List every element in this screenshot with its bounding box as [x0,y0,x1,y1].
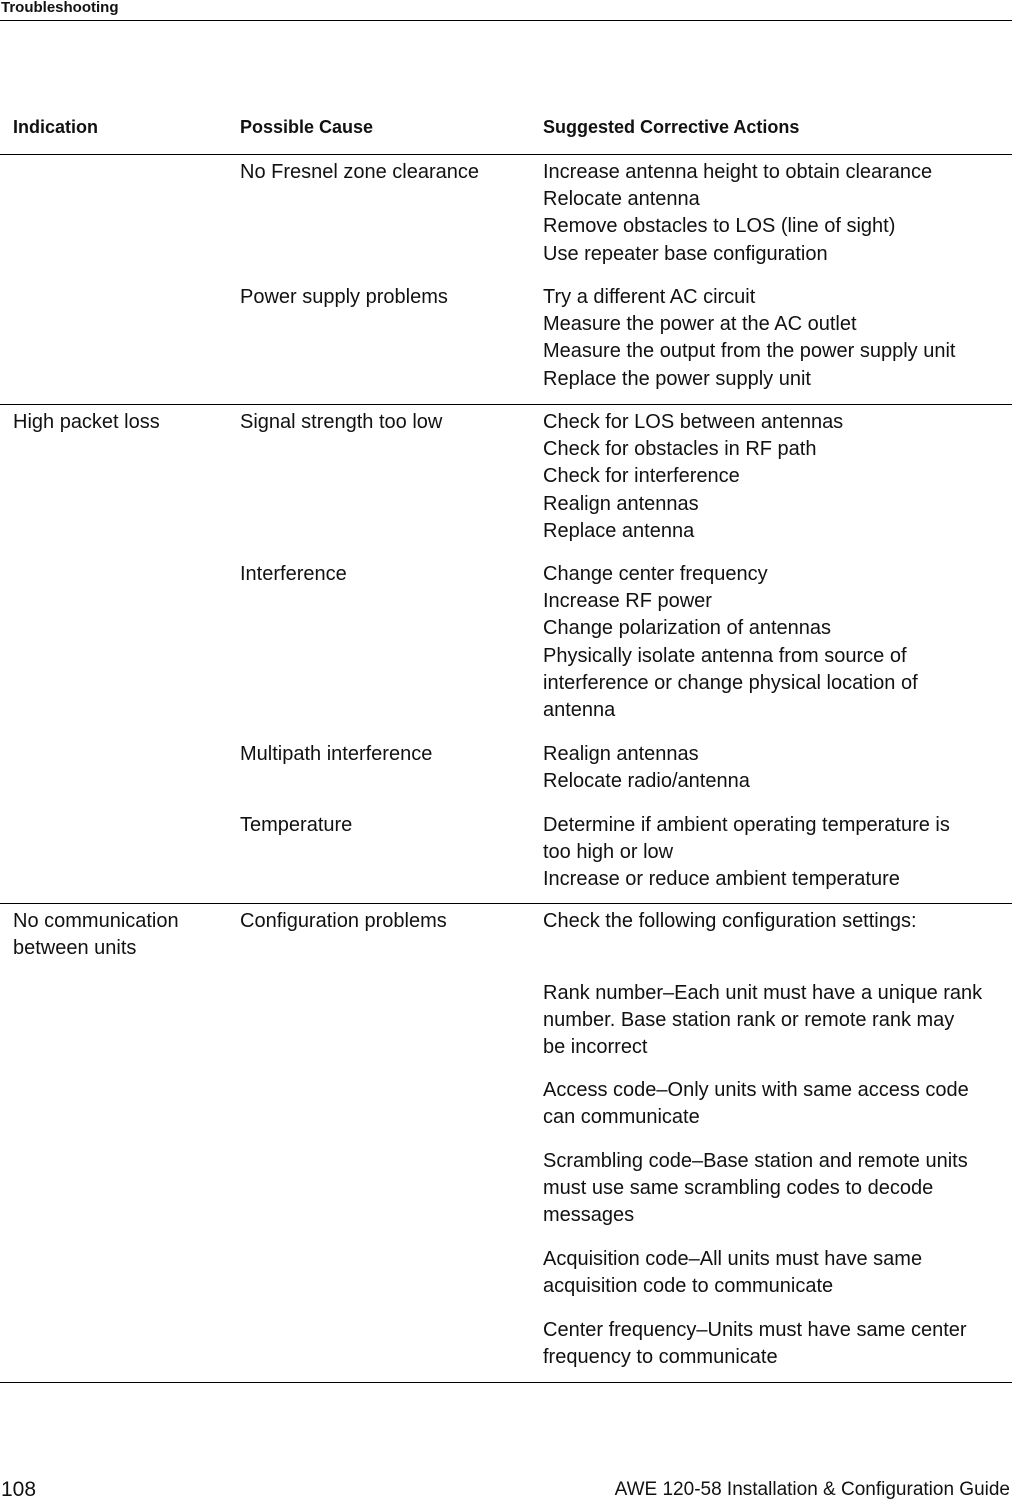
action-line: Access code–Only units with same access code [543,1079,969,1101]
action-line: Measure the power at the AC outlet [543,313,857,336]
action-line: Remove obstacles to LOS (line of sight) [543,215,896,238]
indication-cell [13,908,228,962]
action-line: Measure the output from the power supply unit [543,340,956,363]
action-line: Realign antennas [543,492,699,515]
action-line: antenna [543,699,616,722]
action-line: Scrambling code–Base station and remote units [543,1150,968,1172]
action-line: Acquisition code–All units must have same [543,1248,923,1270]
corrective-actions-cell [543,812,1003,894]
possible-cause-cell: Multipath interference [240,743,433,765]
indication-line: No communication [13,910,179,932]
table-group [0,155,1012,405]
action-line: Determine if ambient operating temperature is [543,814,950,836]
corrective-actions-cell [543,908,1003,935]
header-possible-cause: Possible Cause [240,117,374,137]
action-line: Replace the power supply unit [543,367,811,390]
corrective-actions-cell [543,1077,1003,1131]
action-line: must use same scrambling codes to decode [543,1177,934,1200]
action-line: Center frequency–Units must have same center [543,1319,967,1341]
action-line: messages [543,1204,635,1227]
corrective-actions-cell [543,284,1003,393]
possible-cause-cell: No Fresnel zone clearance [240,161,480,183]
action-line: Use repeater base configuration [543,242,828,265]
header-corrective-actions: Suggested Corrective Actions [543,117,800,137]
action-line: too high or low [543,841,674,864]
possible-cause-cell: Signal strength too low [240,411,443,433]
possible-cause-cell: Power supply problems [240,286,448,308]
action-line: Increase RF power [543,590,712,613]
guide-name: AWE 120-58 Installation & Configuration Guide [614,1479,1010,1500]
action-line: Change center frequency [543,563,768,585]
action-line: number. Base station rank or remote rank may [543,1009,955,1032]
action-line: Check the following configuration settings: [543,910,917,932]
table-group [0,405,1012,904]
action-line: be incorrect [543,1036,648,1059]
corrective-actions-cell [543,159,1003,268]
action-line: Check for LOS between antennas [543,411,844,433]
corrective-actions-cell [543,1246,1003,1300]
action-line: Realign antennas [543,743,699,765]
corrective-actions-cell [543,561,1003,724]
possible-cause-cell: Temperature [240,814,353,836]
corrective-actions-cell [543,1317,1003,1371]
corrective-actions-cell [543,741,1003,795]
action-line: Replace antenna [543,519,695,542]
action-line: can communicate [543,1106,700,1129]
action-line: Change polarization of antennas [543,617,831,640]
action-line: Check for obstacles in RF path [543,438,817,461]
action-line: interference or change physical location of [543,671,918,694]
action-line: Relocate radio/antenna [543,770,750,793]
header-indication: Indication [13,117,98,137]
indication-line: High packet loss [13,411,160,433]
indication-cell [13,409,228,436]
possible-cause-cell: Interference [240,563,347,585]
action-line: Rank number–Each unit must have a unique rank [543,982,983,1004]
table-group [0,904,1012,1383]
action-line: Relocate antenna [543,188,700,211]
action-line: Increase antenna height to obtain clearance [543,161,933,183]
page-footer [0,1480,1012,1500]
action-line: acquisition code to communicate [543,1275,834,1298]
action-line: Increase or reduce ambient temperature [543,868,900,891]
running-header [0,0,1012,21]
action-line: Check for interference [543,465,740,488]
action-line: Physically isolate antenna from source of [543,644,907,667]
action-line: Try a different AC circuit [543,286,756,308]
corrective-actions-cell [543,409,1003,545]
table-header-row [0,114,1012,155]
corrective-actions-cell [543,980,1003,1062]
possible-cause-cell: Configuration problems [240,910,447,932]
indication-line: between units [13,937,137,960]
corrective-actions-cell [543,1148,1003,1230]
page-number: 108 [1,1478,37,1501]
section-title: Troubleshooting [1,0,119,16]
action-line: frequency to communicate [543,1346,778,1369]
